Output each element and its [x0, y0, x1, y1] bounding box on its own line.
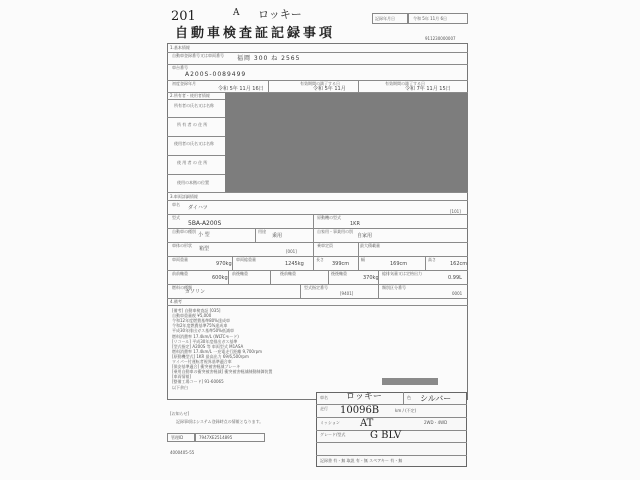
document-number: 911230000007 — [425, 36, 456, 41]
note-grade-value: G BLV — [370, 430, 402, 441]
id-value: 7947XE2514895 — [199, 435, 233, 440]
note-grade-label: グレード/型式 — [320, 432, 346, 437]
engine-value: 1KR — [350, 221, 360, 227]
weight-value: 970kg — [216, 261, 232, 267]
id-value-box — [195, 433, 265, 442]
record-date-label-box — [372, 13, 408, 24]
owner-name-label: 所有者の氏名又は名称 — [174, 103, 214, 108]
section-vehicle-label: 3.車両詳細情報 — [170, 194, 198, 199]
front-rear-axle-label: 前後軸重 — [232, 271, 248, 276]
note-line: [乗用自動車の衝突被害軽減] 衝突被害軽減制動制御装置 — [172, 369, 273, 375]
length-value: 399cm — [332, 261, 350, 267]
note-mission-value: AT — [360, 418, 374, 429]
note-line: [保安基準適合] 衝突被害軽減ブレーキ — [172, 364, 241, 370]
note-line: 平成30年排出ガス基準50%低減車 — [172, 328, 234, 334]
expiry-label: 有効期間の満了する日 — [300, 81, 340, 86]
max-load-label: 最大積載量 — [360, 243, 380, 248]
record-date-label: 記録年月日 — [375, 16, 395, 21]
model-label: 型式 — [172, 215, 180, 220]
note-misc-label: 記録書 有・無 取説 有・無 スペアキー 有・無 — [320, 458, 403, 463]
note-line: [整備工場コード] 91-60065 — [172, 379, 224, 385]
body-value: 箱型 — [199, 246, 210, 252]
id-label-box — [167, 433, 195, 442]
use-value: 乗用 — [272, 233, 283, 239]
body-code: [001] — [286, 249, 297, 254]
note-line: 令和12年度燃費基準80%達成車 — [172, 318, 230, 324]
section-owner-label: 2.所有者・使用者情報 — [170, 93, 210, 98]
note-line: 自動車重量税 ¥5,000 — [172, 313, 212, 319]
model-num-label: 型式指定番号 — [304, 285, 328, 290]
chassis-value: A200S-0089499 — [185, 71, 247, 78]
handwritten-car-name: ロッキー — [258, 8, 302, 21]
height-label: 高さ — [428, 257, 436, 262]
reg-number-value: 福岡 300 ね 2565 — [237, 55, 301, 62]
bottom-code: 4000405-55 — [170, 450, 195, 455]
note-mission-label: ミッション — [320, 420, 340, 425]
width-value: 169cm — [390, 261, 408, 267]
note-line: [型式指定] A200S 等 車両型式 M1ASA — [172, 343, 244, 349]
length-label: 長さ — [316, 257, 324, 262]
maker-label: 車名 — [172, 202, 180, 207]
expiry-value: 令和 5年 11月 — [313, 86, 346, 92]
height-value: 162cm — [450, 261, 468, 267]
model-num-value: [9401] — [340, 291, 354, 296]
weight-label: 車両重量 — [172, 257, 188, 262]
use-label: 用途 — [258, 229, 266, 234]
redacted-note — [382, 378, 438, 385]
redacted-owner-info — [225, 93, 468, 192]
front-axle-label: 前前軸重 — [172, 271, 188, 276]
note-line: [備考] 自動車検査証 [035] — [172, 308, 221, 313]
handwritten-letter: A — [233, 8, 240, 18]
reg-number-label: 自動車登録番号又は車両番号 — [172, 53, 224, 58]
owner-address-label: 所 有 者 の 住 所 — [177, 122, 208, 127]
first-reg-label: 初度登録年月 — [172, 81, 196, 86]
note-line: 燃料消費率 17.4km/L 一充電走行距離 9,700rpm — [172, 348, 263, 354]
fuel-value: ガソリン — [185, 289, 206, 295]
maker-value: ダイハツ — [188, 205, 208, 211]
info-label: [お知らせ] — [170, 411, 190, 416]
front-axle-value: 600kg — [212, 275, 228, 281]
class-num-value: 0001 — [452, 291, 463, 296]
gross-weight-label: 車両総重量 — [236, 257, 256, 262]
note-line: 令和2年度燃費基準75%達成車 — [172, 323, 228, 329]
handwritten-number: 201 — [171, 9, 196, 24]
note-line: [リコール] 平成30年度排出ガス基準 — [172, 338, 238, 344]
id-label: 管理ID — [171, 435, 184, 440]
note-car-label: 車名 — [320, 395, 328, 400]
rear-rear-axle-value: 370kg — [363, 275, 379, 281]
displacement-value: 0.99L — [448, 275, 462, 281]
section-notes-label: 4.備考 — [170, 299, 182, 304]
fuel-label: 燃料の種類 — [172, 285, 192, 290]
rear-rear-axle-label: 後後軸重 — [331, 271, 347, 276]
note-line: 以下余白 — [172, 384, 188, 390]
user-name-label: 使用者の氏名又は名称 — [174, 141, 214, 146]
engine-label: 原動機の型式 — [317, 215, 341, 220]
record-date-value-box — [408, 13, 468, 24]
note-car-value: ロッキー — [346, 392, 382, 402]
note-odo-unit: km / (不定) — [395, 408, 417, 413]
width-label: 幅 — [361, 257, 365, 262]
note-color-value: シルバー — [420, 394, 452, 403]
purpose-value: 自家用 — [357, 233, 373, 239]
note-odo-value: 10096B — [340, 405, 380, 416]
category-label: 自動車の種別 — [172, 229, 196, 234]
note-line: [車両情報] — [172, 374, 192, 380]
chassis-label: 車台番号 — [172, 65, 188, 70]
base-location-label: 使用の本拠の位置 — [177, 180, 209, 185]
category-value: 小 型 — [198, 232, 210, 238]
note-line: ワイパー付運転者視界基準適合車 — [172, 359, 232, 364]
capacity-label: 乗車定員 — [317, 243, 333, 248]
note-drive-label: 2WD・4WD — [424, 420, 448, 425]
expiry2-value: 令和 7年 11月 15日 — [405, 86, 451, 92]
class-num-label: 類別区分番号 — [382, 285, 406, 290]
purpose-label: 自家用・事業用の別 — [317, 229, 353, 234]
maker-code: [101] — [450, 209, 461, 214]
user-address-label: 使 用 者 の 住 所 — [177, 160, 208, 165]
page-title: 自動車検査証記録事項 — [175, 26, 336, 41]
body-label: 車体の形状 — [172, 243, 192, 248]
rear-front-axle-label: 後前軸重 — [280, 271, 296, 276]
first-reg-value: 令和 5年 11月 16日 — [218, 86, 264, 92]
model-value: 5BA-A200S — [188, 220, 222, 227]
note-line: 燃料消費率 17.4km/L (WLTCモード) — [172, 333, 239, 339]
note-color-label: 色 — [407, 395, 411, 400]
displacement-label: 総排気量又は定格出力 — [382, 271, 422, 276]
note-odo-label: 走行 — [320, 406, 328, 411]
gross-weight-value: 1245kg — [285, 261, 304, 267]
expiry2-label: 有効期間の満了する日 — [385, 81, 425, 86]
note-line: [原動機型式] 1KR 最高出力 69/6,500rpm — [172, 353, 249, 359]
record-date-value: 令和 5年 11月 6日 — [413, 16, 447, 21]
section-basic-label: 1.基本情報 — [170, 45, 190, 50]
info-text: 記録事項はシステム登録時点の情報となります。 — [176, 419, 264, 424]
